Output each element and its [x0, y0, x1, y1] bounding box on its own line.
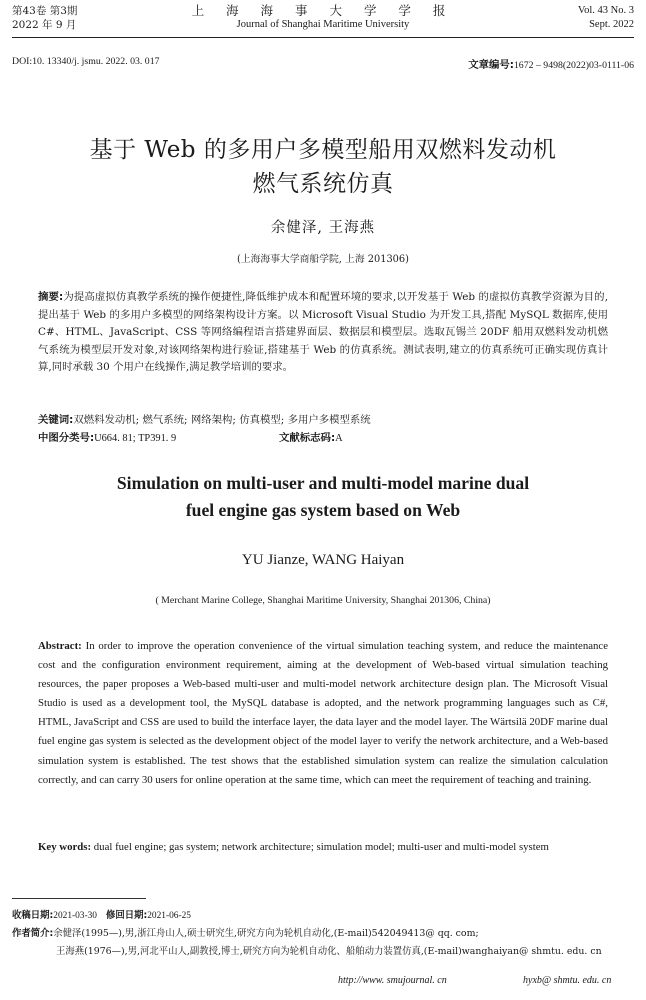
- title-cn-line1: 基于 Web 的多用户多模型船用双燃料发动机: [89, 137, 557, 163]
- bio-1-text: 余健泽(1995—),男,浙江舟山人,硕士研究生,研究方向为轮机自动化,(E-mail)542049413@ qq. com;: [53, 928, 479, 939]
- article-dates: [12, 907, 191, 921]
- title-en-line2: fuel engine gas system based on Web: [185, 500, 461, 520]
- journal-email[interactable]: hyxb@ shmtu. edu. cn: [523, 975, 612, 986]
- revised-date: 2021-06-25: [147, 911, 191, 921]
- clc-value: U664. 81; TP391. 9: [94, 433, 177, 444]
- abstract-en-label: Abstract:: [38, 640, 82, 652]
- keywords-cn: [38, 412, 608, 430]
- revised-label: 修回日期:: [105, 910, 148, 921]
- title-cn: [0, 133, 646, 201]
- title-en-line1: Simulation on multi-user and multi-model marine dual: [116, 473, 530, 493]
- authors-cn: 余健泽, 王海燕: [270, 220, 376, 236]
- title-cn-line2: 燃气系统仿真: [252, 171, 394, 197]
- footnote-rule: [12, 898, 146, 899]
- affiliation-en: ( Merchant Marine College, Shanghai Maritime University, Shanghai 201306, China): [155, 595, 491, 606]
- received-date: 2021-03-30: [53, 911, 97, 921]
- header-right: [578, 4, 634, 32]
- received-label: 收稿日期:: [12, 910, 54, 921]
- author-bio-2: 王海燕(1976—),男,河北平山人,副教授,博士,研究方向为轮机自动化、船舶动力装置仿真,(E-mail)wanghaiyan@ shmtu. edu. cn: [56, 946, 602, 957]
- abstract-cn-text: 为提高虚拟仿真教学系统的操作便捷性,降低维护成本和配置环境的要求,以开发基于 Web 的虚拟仿真教学资源为目的,提出基于 Web 的多用户多模型的网络架构设计方案。以 Microsoft Visual Studio 为开发工具,搭配 MySQL 数据库,使用 C#、HTML、JavaScript、CSS 等网络编程语言搭建界面层、数据层和模型层。选取瓦锡兰 20DF 船用双燃料发动机燃气系统为模型层开发对象,对该网络架构进行验证,搭建基于 Web 的仿真系统。测试表明,建立的仿真系统可正确实现仿真计算,同时承载 30 个用户在线操作,满足教学培训的要求。: [38, 291, 608, 374]
- article-number-value: 1672 – 9498(2022)03-0111-06: [513, 60, 634, 71]
- document-code: [279, 430, 343, 448]
- header-left: [12, 4, 77, 32]
- bio-label: 作者简介:: [12, 928, 54, 939]
- journal-url[interactable]: http://www. smujournal. cn: [338, 975, 447, 986]
- clc-number: [38, 430, 176, 448]
- article-number: [468, 56, 634, 71]
- abstract-en: [38, 637, 608, 790]
- abstract-en-text: In order to improve the operation convenience of the virtual simulation teaching system, and reduce the maintenance cost and the configuration environment requirement, aiming at the development of Web-based virtual simulation teaching resources, the paper proposes a Web-based multi-user and multi-model network architecture design plan. The Microsoft Visual Studio is used as a development tool, the MySQL database is adopted, and the network programming languages such as C#, HTML, JavaScript and CSS are used to build the interface layer, the data layer and the model layer. The Wärtsilä 20DF marine dual fuel engine gas system is selected as the development object of the model layer to verify the network architecture, and a Web-based simulation system is established. The test shows that the established simulation system can realize the simulation calculation correctly, and can carry 30 users for online operation at the same time, which can meet the requirement of teaching and training.: [38, 640, 608, 786]
- title-en: [0, 470, 646, 524]
- header-rule: [12, 37, 634, 38]
- affiliation-cn: (上海海事大学商船学院, 上海 201306): [237, 254, 409, 265]
- journal-name-en: Journal of Shanghai Maritime University: [236, 19, 410, 30]
- doi: DOI:10. 13340/j. jsmu. 2022. 03. 017: [12, 56, 160, 67]
- abstract-cn: [38, 289, 608, 377]
- keywords-cn-label: 关键词:: [38, 414, 74, 426]
- author-bio-1: [12, 925, 479, 939]
- keywords-cn-text: 双燃料发动机; 燃气系统; 网络架构; 仿真模型; 多用户多模型系统: [73, 414, 371, 426]
- volume-issue-en: Vol. 43 No. 3: [577, 5, 634, 16]
- keywords-en-label: Key words:: [38, 841, 92, 853]
- document-code-value: A: [335, 433, 343, 444]
- document-code-label: 文献标志码:: [279, 432, 336, 444]
- date-cn: 2022 年 9 月: [12, 19, 77, 31]
- clc-label: 中图分类号:: [38, 432, 95, 444]
- keywords-en-text: dual fuel engine; gas system; network architecture; simulation model; multi-user and multi-model system: [91, 841, 549, 853]
- keywords-en: [38, 838, 608, 857]
- volume-issue-cn: 第43卷 第3期: [12, 5, 78, 17]
- header-center: [160, 3, 486, 32]
- journal-name-cn: 上 海 海 事 大 学 学 报: [191, 3, 455, 18]
- date-en: Sept. 2022: [589, 19, 634, 30]
- article-number-label: 文章编号:: [468, 59, 514, 71]
- abstract-cn-label: 摘要:: [38, 291, 64, 303]
- authors-en: YU Jianze, WANG Haiyan: [241, 552, 405, 568]
